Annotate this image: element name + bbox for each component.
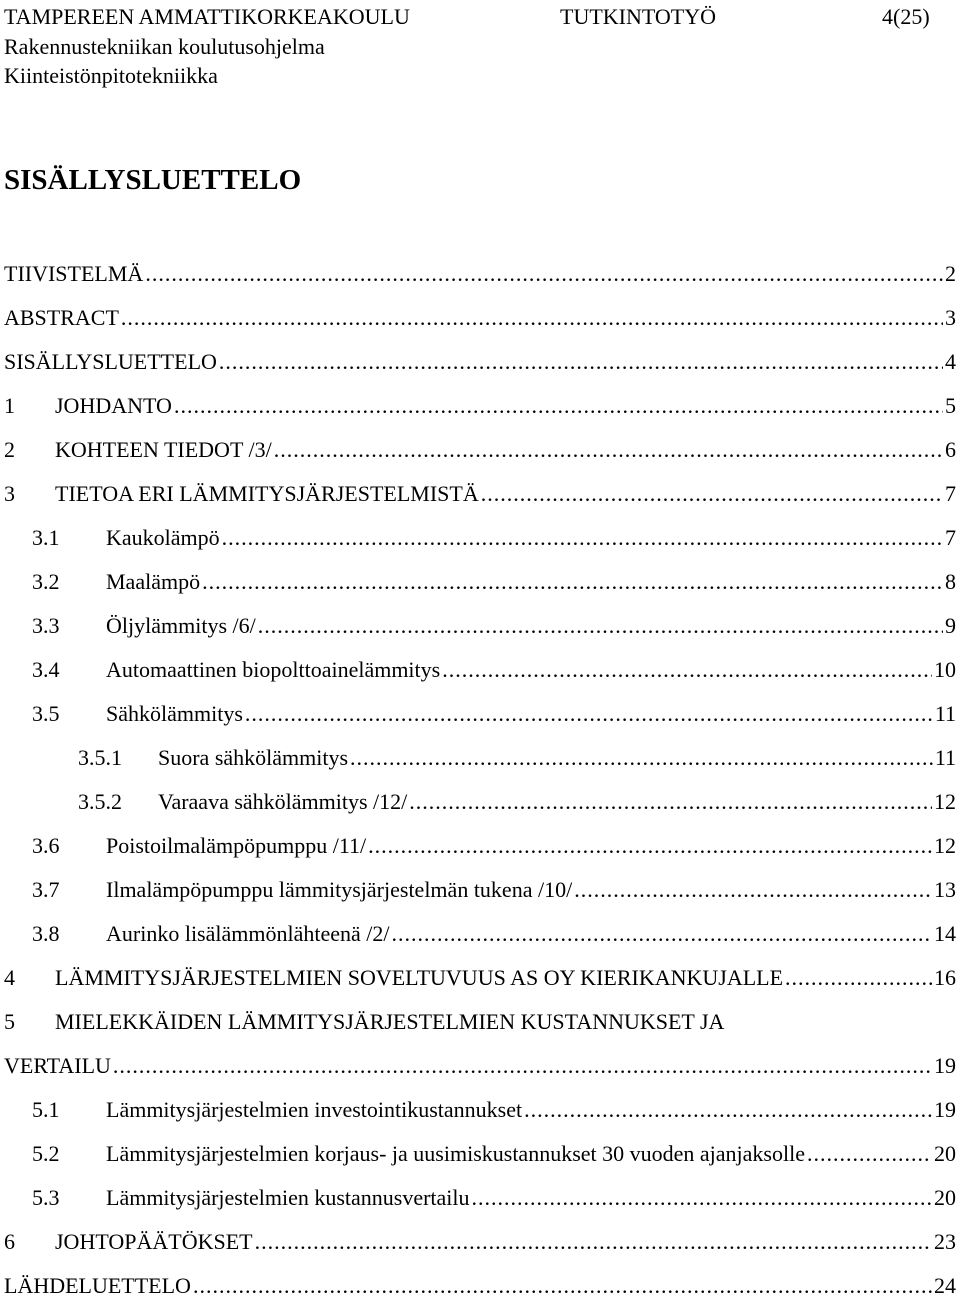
toc-dot-leader <box>785 965 932 991</box>
toc-dot-leader <box>113 1053 932 1079</box>
toc-entry-page: 11 <box>934 745 956 770</box>
toc-entry-label: Maalämpö <box>106 569 201 594</box>
toc-entry-page: 7 <box>945 525 956 550</box>
toc-entry[interactable] <box>32 1097 956 1127</box>
toc-entry-number: 3.6 <box>32 833 60 858</box>
toc-entry-label: Aurinko lisälämmönlähteenä /2/ <box>106 921 390 946</box>
toc-dot-leader <box>202 569 943 595</box>
toc-entry[interactable] <box>4 305 956 335</box>
toc-dot-leader <box>481 481 943 507</box>
toc-entry-number: 5 <box>4 1009 15 1034</box>
toc-entry-label: Poistoilmalämpöpumppu /11/ <box>106 833 367 858</box>
toc-entry-label: Lämmitysjärjestelmien investointikustannukset <box>106 1097 523 1122</box>
toc-dot-leader <box>222 525 943 551</box>
toc-entry-label: Kaukolämpö <box>106 525 220 550</box>
toc-entry[interactable] <box>4 437 956 467</box>
toc-entry-number: 3.5 <box>32 701 60 726</box>
page-number: 4(25) <box>882 4 930 29</box>
toc-entry-page: 20 <box>934 1185 956 1210</box>
document-type: TUTKINTOTYÖ <box>560 4 717 29</box>
toc-entry-page: 16 <box>934 965 956 990</box>
toc-entry-number: 1 <box>4 393 15 418</box>
toc-entry-page: 20 <box>934 1141 956 1166</box>
toc-entry[interactable] <box>32 701 956 731</box>
toc-entry[interactable] <box>4 1273 956 1303</box>
toc-entry-page: 5 <box>945 393 956 418</box>
toc-entry-number: 4 <box>4 965 15 990</box>
toc-dot-leader <box>219 349 943 375</box>
toc-entry-label: Öljylämmitys /6/ <box>106 613 256 638</box>
toc-entry-page: 12 <box>934 833 956 858</box>
toc-entry[interactable] <box>32 657 956 687</box>
toc-entry[interactable] <box>32 569 956 599</box>
toc-dot-leader <box>121 305 943 331</box>
toc-entry[interactable] <box>32 877 956 907</box>
toc-entry-number: 2 <box>4 437 15 462</box>
toc-entry[interactable] <box>32 1185 956 1215</box>
toc-dot-leader <box>392 921 933 947</box>
toc-entry-number: 6 <box>4 1229 15 1254</box>
toc-entry-page: 3 <box>945 305 956 330</box>
toc-entry-page: 19 <box>934 1053 956 1078</box>
toc-dot-leader <box>255 1229 932 1255</box>
toc-dot-leader <box>145 261 943 287</box>
toc-entry-page: 4 <box>945 349 956 374</box>
toc-entry[interactable] <box>32 1141 956 1171</box>
toc-entry[interactable] <box>4 1053 956 1083</box>
toc-entry-label: Sähkölämmitys <box>106 701 243 726</box>
toc-entry[interactable] <box>4 481 956 511</box>
toc-entry[interactable] <box>32 525 956 555</box>
toc-entry-label: LÄHDELUETTELO <box>4 1273 191 1298</box>
toc-entry-page: 23 <box>934 1229 956 1254</box>
toc-entry-page: 13 <box>934 877 956 902</box>
toc-entry-page: 24 <box>934 1273 956 1298</box>
specialization-name: Kiinteistönpitotekniikka <box>4 63 218 88</box>
toc-entry[interactable] <box>4 1229 956 1259</box>
toc-dot-leader <box>574 877 932 903</box>
toc-entry-page: 9 <box>945 613 956 638</box>
toc-dot-leader <box>193 1273 932 1299</box>
toc-entry-number: 3.1 <box>32 525 60 550</box>
toc-dot-leader <box>524 1097 932 1123</box>
toc-entry[interactable] <box>4 393 956 423</box>
toc-entry[interactable] <box>4 349 956 379</box>
toc-dot-leader <box>258 613 943 639</box>
toc-entry-page: 6 <box>945 437 956 462</box>
toc-entry-number: 3.2 <box>32 569 60 594</box>
toc-entry[interactable] <box>4 965 956 995</box>
toc-entry[interactable] <box>32 921 956 951</box>
toc-entry-number: 5.1 <box>32 1097 60 1122</box>
toc-dot-leader <box>409 789 932 815</box>
program-name: Rakennustekniikan koulutusohjelma <box>4 34 325 59</box>
toc-entry-label: MIELEKKÄIDEN LÄMMITYSJÄRJESTELMIEN KUSTANNUKSET JA <box>55 1009 725 1034</box>
toc-entry[interactable] <box>32 613 956 643</box>
toc-dot-leader <box>350 745 933 771</box>
toc-entry-page: 2 <box>945 261 956 286</box>
toc-entry-page: 12 <box>934 789 956 814</box>
toc-entry-page: 8 <box>945 569 956 594</box>
toc-dot-leader <box>174 393 943 419</box>
toc-dot-leader <box>807 1141 932 1167</box>
toc-entry-page: 14 <box>934 921 956 946</box>
toc-entry-number: 5.3 <box>32 1185 60 1210</box>
toc-entry-number: 3.3 <box>32 613 60 638</box>
toc-entry-number: 3.4 <box>32 657 60 682</box>
toc-dot-leader <box>368 833 932 859</box>
toc-entry-label: Lämmitysjärjestelmien korjaus- ja uusimiskustannukset 30 vuoden ajanjaksolle <box>106 1141 805 1166</box>
toc-entry-number: 3 <box>4 481 15 506</box>
toc-entry[interactable] <box>78 745 956 775</box>
toc-entry-label: SISÄLLYSLUETTELO <box>4 349 217 374</box>
toc-entry-label: LÄMMITYSJÄRJESTELMIEN SOVELTUVUUS AS OY KIERIKANKUJALLE <box>55 965 784 990</box>
toc-entry-label: JOHDANTO <box>55 393 172 418</box>
toc-entry-label: Automaattinen biopolttoainelämmitys <box>106 657 441 682</box>
toc-entry[interactable] <box>4 261 956 291</box>
toc-entry-label: ABSTRACT <box>4 305 119 330</box>
toc-entry-number: 5.2 <box>32 1141 60 1166</box>
toc-entry-label: Lämmitysjärjestelmien kustannusvertailu <box>106 1185 470 1210</box>
toc-entry-page: 10 <box>934 657 956 682</box>
toc-entry-page: 7 <box>945 481 956 506</box>
toc-entry-number: 3.8 <box>32 921 60 946</box>
toc-entry-label: VERTAILU <box>4 1053 111 1078</box>
toc-entry-label: TIIVISTELMÄ <box>4 261 144 286</box>
institution-name: TAMPEREEN AMMATTIKORKEAKOULU <box>4 4 410 29</box>
toc-entry-label: JOHTOPÄÄTÖKSET <box>55 1229 253 1254</box>
toc-entry[interactable] <box>78 789 956 819</box>
toc-entry[interactable] <box>32 833 956 863</box>
toc-entry-label: Varaava sähkölämmitys /12/ <box>158 789 408 814</box>
toc-entry-number: 3.5.2 <box>78 789 122 814</box>
toc-entry-label: Ilmalämpöpumppu lämmitysjärjestelmän tukena /10/ <box>106 877 573 902</box>
toc-entry-label: Suora sähkölämmitys <box>158 745 349 770</box>
page-title: SISÄLLYSLUETTELO <box>4 164 302 196</box>
toc-entry-number: 3.7 <box>32 877 60 902</box>
toc-entry-page: 11 <box>934 701 956 726</box>
toc-entry-number: 3.5.1 <box>78 745 122 770</box>
toc-dot-leader <box>245 701 933 727</box>
toc-dot-leader <box>472 1185 932 1211</box>
toc-entry-label: TIETOA ERI LÄMMITYSJÄRJESTELMISTÄ <box>55 481 479 506</box>
toc-entry-page: 19 <box>934 1097 956 1122</box>
toc-dot-leader <box>442 657 932 683</box>
toc-entry-label: KOHTEEN TIEDOT /3/ <box>55 437 272 462</box>
toc-dot-leader <box>274 437 943 463</box>
toc-entry-line-1[interactable] <box>4 1009 724 1035</box>
